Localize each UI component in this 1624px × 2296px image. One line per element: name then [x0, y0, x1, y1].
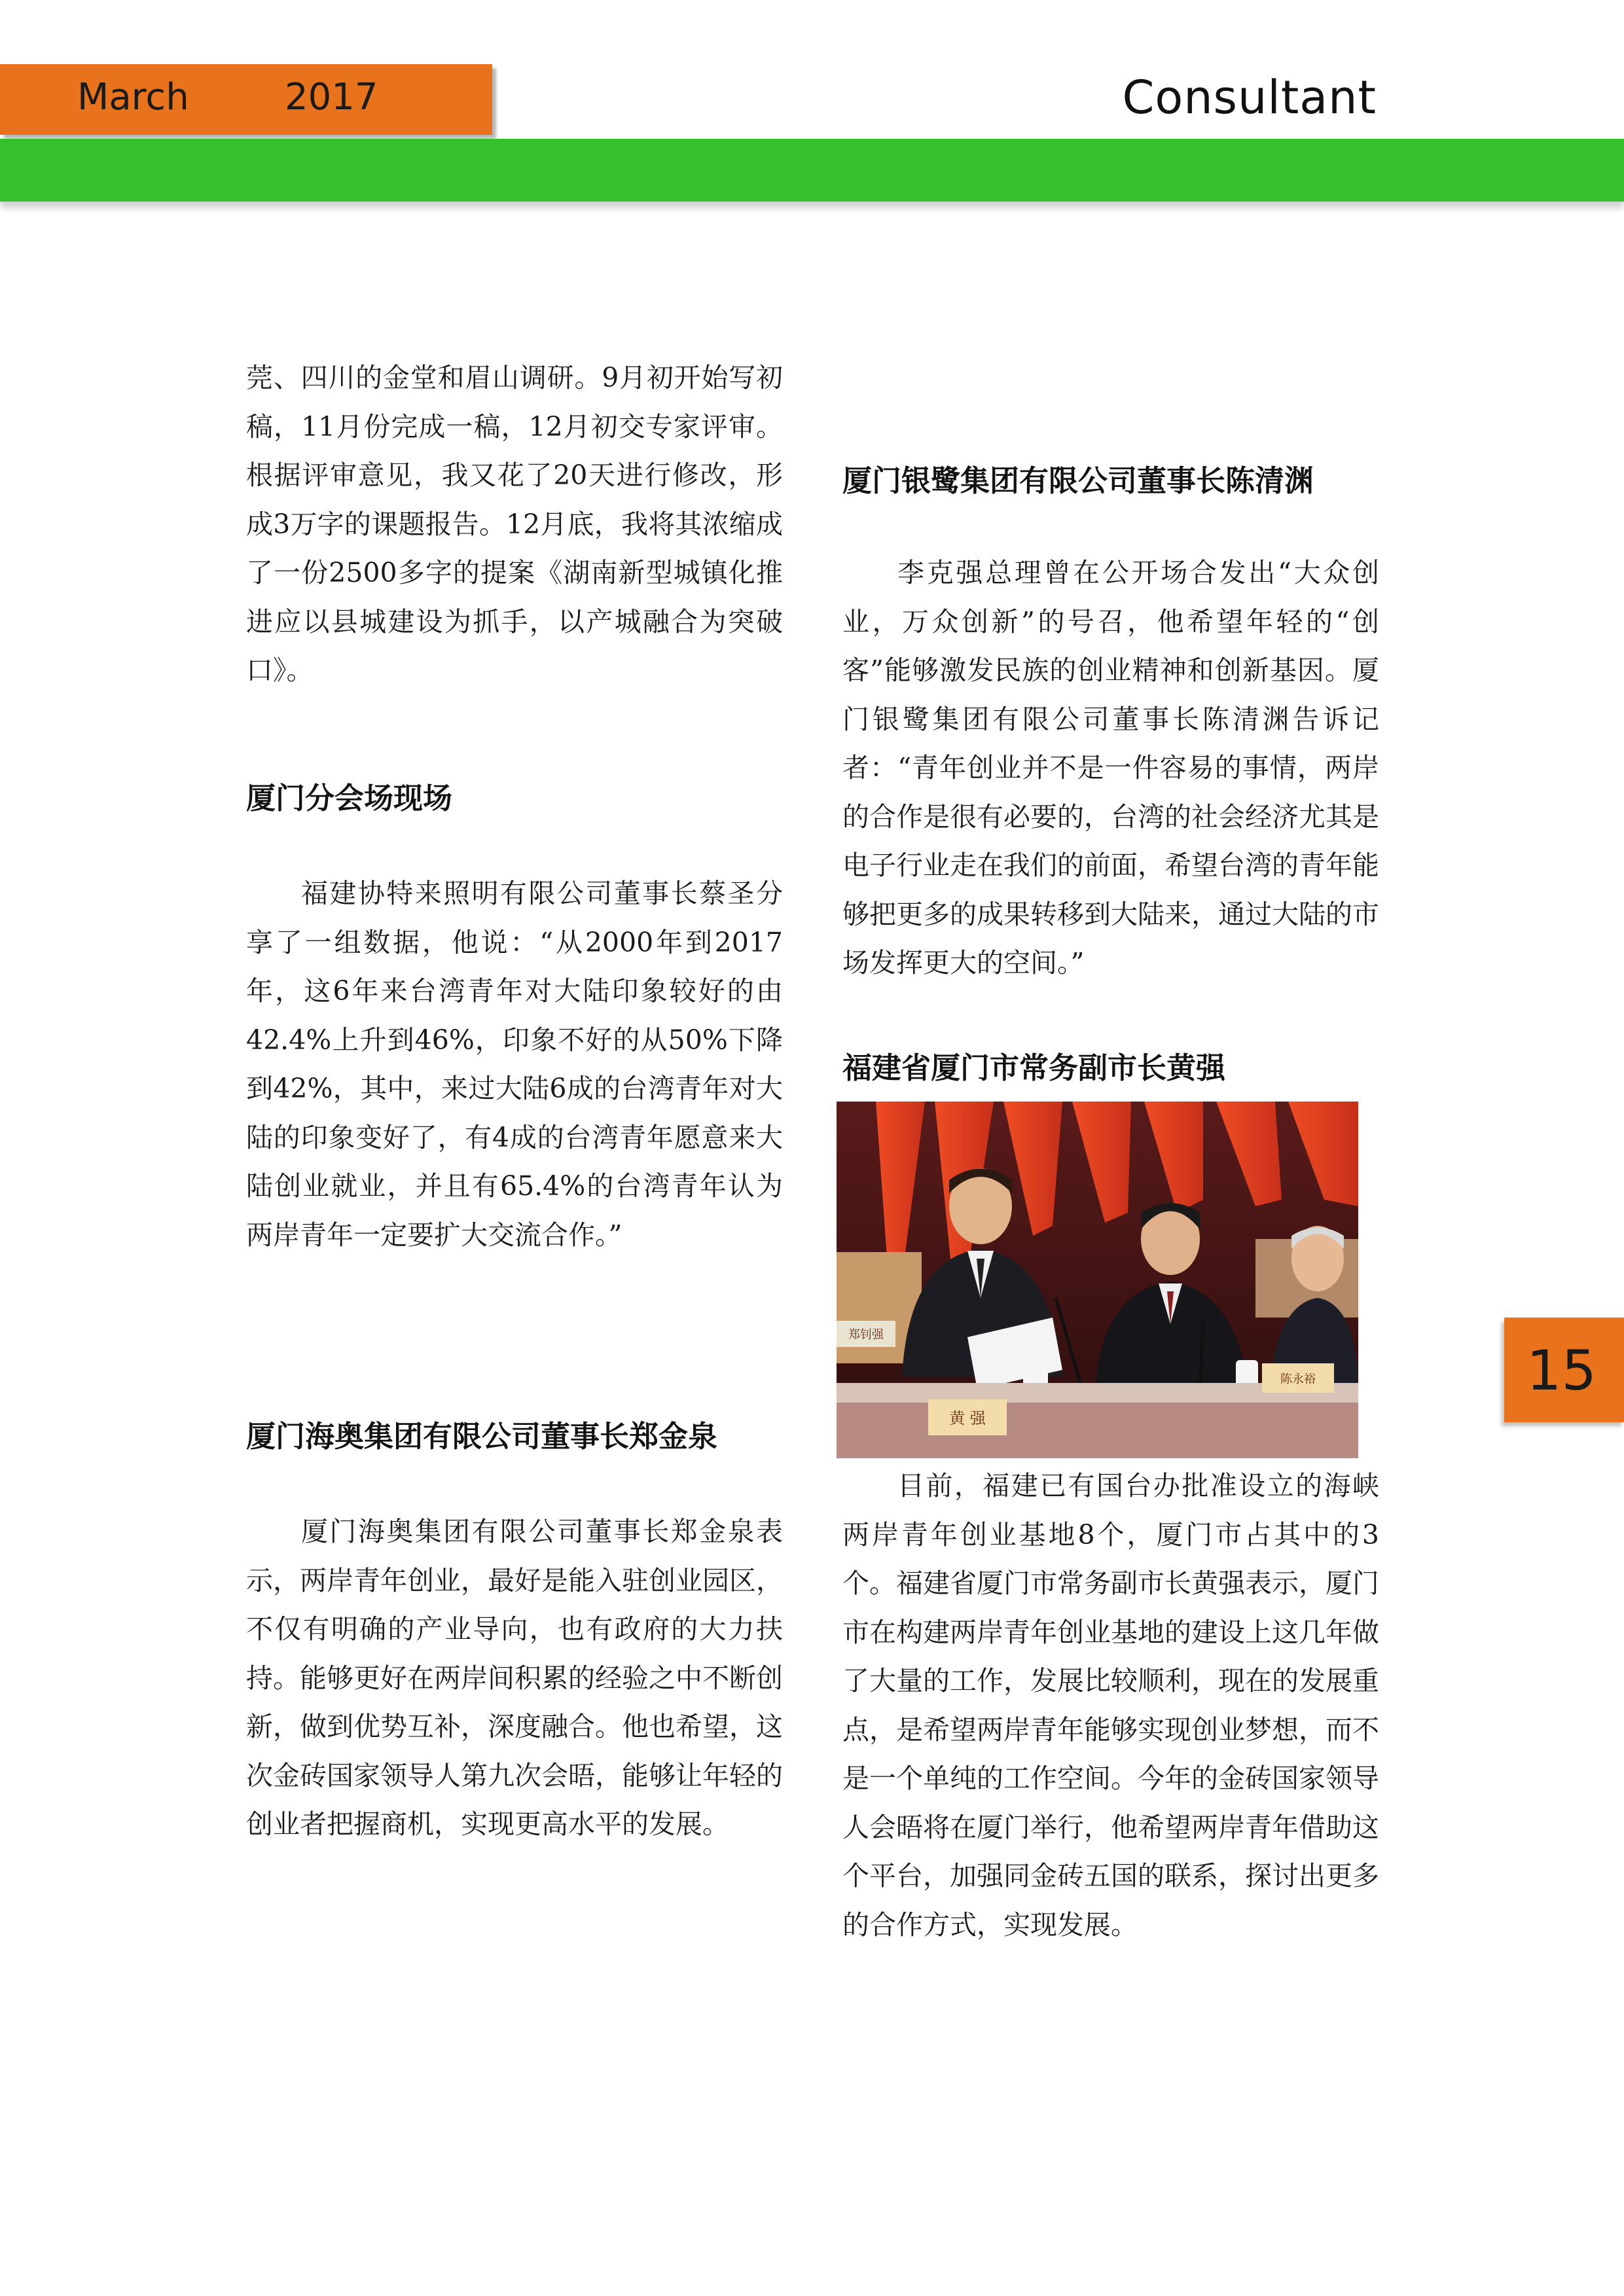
left-intro-text: 莞、四川的金堂和眉山调研。9月初开始写初稿，11月份完成一稿，12月初交专家评审。根据评审意见，我又花了20天进行修改，形成3万字的课题报告。12月底，我将其浓缩成了一份2500多字的提案《湖南新型城镇化推进应以县城建设为抓手，以产城融合为突破口》。 — [246, 362, 783, 686]
nameplate-left: 郑钊强 — [848, 1328, 884, 1342]
left-section2-heading: 厦门海奥集团有限公司董事长郑金泉 — [246, 1419, 718, 1454]
left-section2-text: 厦门海奥集团有限公司董事长郑金泉表示，两岸青年创业，最好是能入驻创业园区，不仅有明确的产业导向，也有政府的大力扶持。能够更好在两岸间积累的经验之中不断创新，做到优势互补，深度融合。他也希望，这次金砖国家领导人第九次会晤，能够让年轻的创业者把握商机，实现更高水平的发展。 — [246, 1516, 783, 1840]
right-section2-heading: 福建省厦门市常务副市长黄强 — [842, 1050, 1226, 1085]
header-year: 2017 — [285, 76, 378, 118]
magazine-title: Consultant — [1122, 71, 1377, 124]
right-section1-heading: 厦门银鹭集团有限公司董事长陈清渊 — [842, 463, 1314, 498]
left-section1-text: 福建协特来照明有限公司董事长蔡圣分享了一组数据，他说：“从2000年到2017年，这6年来台湾青年对大陆印象较好的由42.4%上升到46%，印象不好的从50%下降到42%，其中，来过大陆6成的台湾青年对大陆的印象变好了，有4成的台湾青年愿意来大陆创业就业，并且有65.4%的台湾青年认为两岸青年一定要扩大交流合作。” — [246, 878, 783, 1251]
left-section2-paragraph — [246, 1507, 783, 1849]
meeting-photo-illustration — [837, 1102, 1358, 1458]
right-section2-text: 目前，福建已有国台办批准设立的海峡两岸青年创业基地8个，厦门市占其中的3个。福建省厦门市常务副市长黄强表示，厦门市在构建两岸青年创业基地的建设上这几年做了大量的工作，发展比较顺利，现在的发展重点，是希望两岸青年能够实现创业梦想，而不是一个单纯的工作空间。今年的金砖国家领导人会晤将在厦门举行，他希望两岸青年借助这个平台，加强同金砖五国的联系，探讨出更多的合作方式，实现发展。 — [842, 1470, 1379, 1941]
left-intro-paragraph — [246, 353, 783, 695]
meeting-photo — [837, 1102, 1358, 1458]
right-section1-paragraph — [842, 548, 1379, 988]
left-section1-paragraph — [246, 869, 783, 1259]
page-number-tab — [1504, 1318, 1624, 1422]
nameplate-center: 黄 强 — [949, 1409, 986, 1427]
header-month: March — [77, 76, 189, 118]
page-number: 15 — [1526, 1338, 1597, 1403]
header-date-banner — [0, 64, 492, 135]
left-section1-heading: 厦门分会场现场 — [246, 781, 453, 816]
right-section2-paragraph — [842, 1462, 1379, 1949]
nameplate-right: 陈永裕 — [1280, 1372, 1316, 1386]
header-green-bar — [0, 139, 1624, 202]
right-section1-text: 李克强总理曾在公开场合发出“大众创业，万众创新”的号召，他希望年轻的“创客”能够激发民族的创业精神和创新基因。厦门银鹭集团有限公司董事长陈清渊告诉记者：“青年创业并不是一件容易的事情，两岸的合作是很有必要的，台湾的社会经济尤其是电子行业走在我们的前面，希望台湾的青年能够把更多的成果转移到大陆来，通过大陆的市场发挥更大的空间。” — [842, 557, 1379, 978]
